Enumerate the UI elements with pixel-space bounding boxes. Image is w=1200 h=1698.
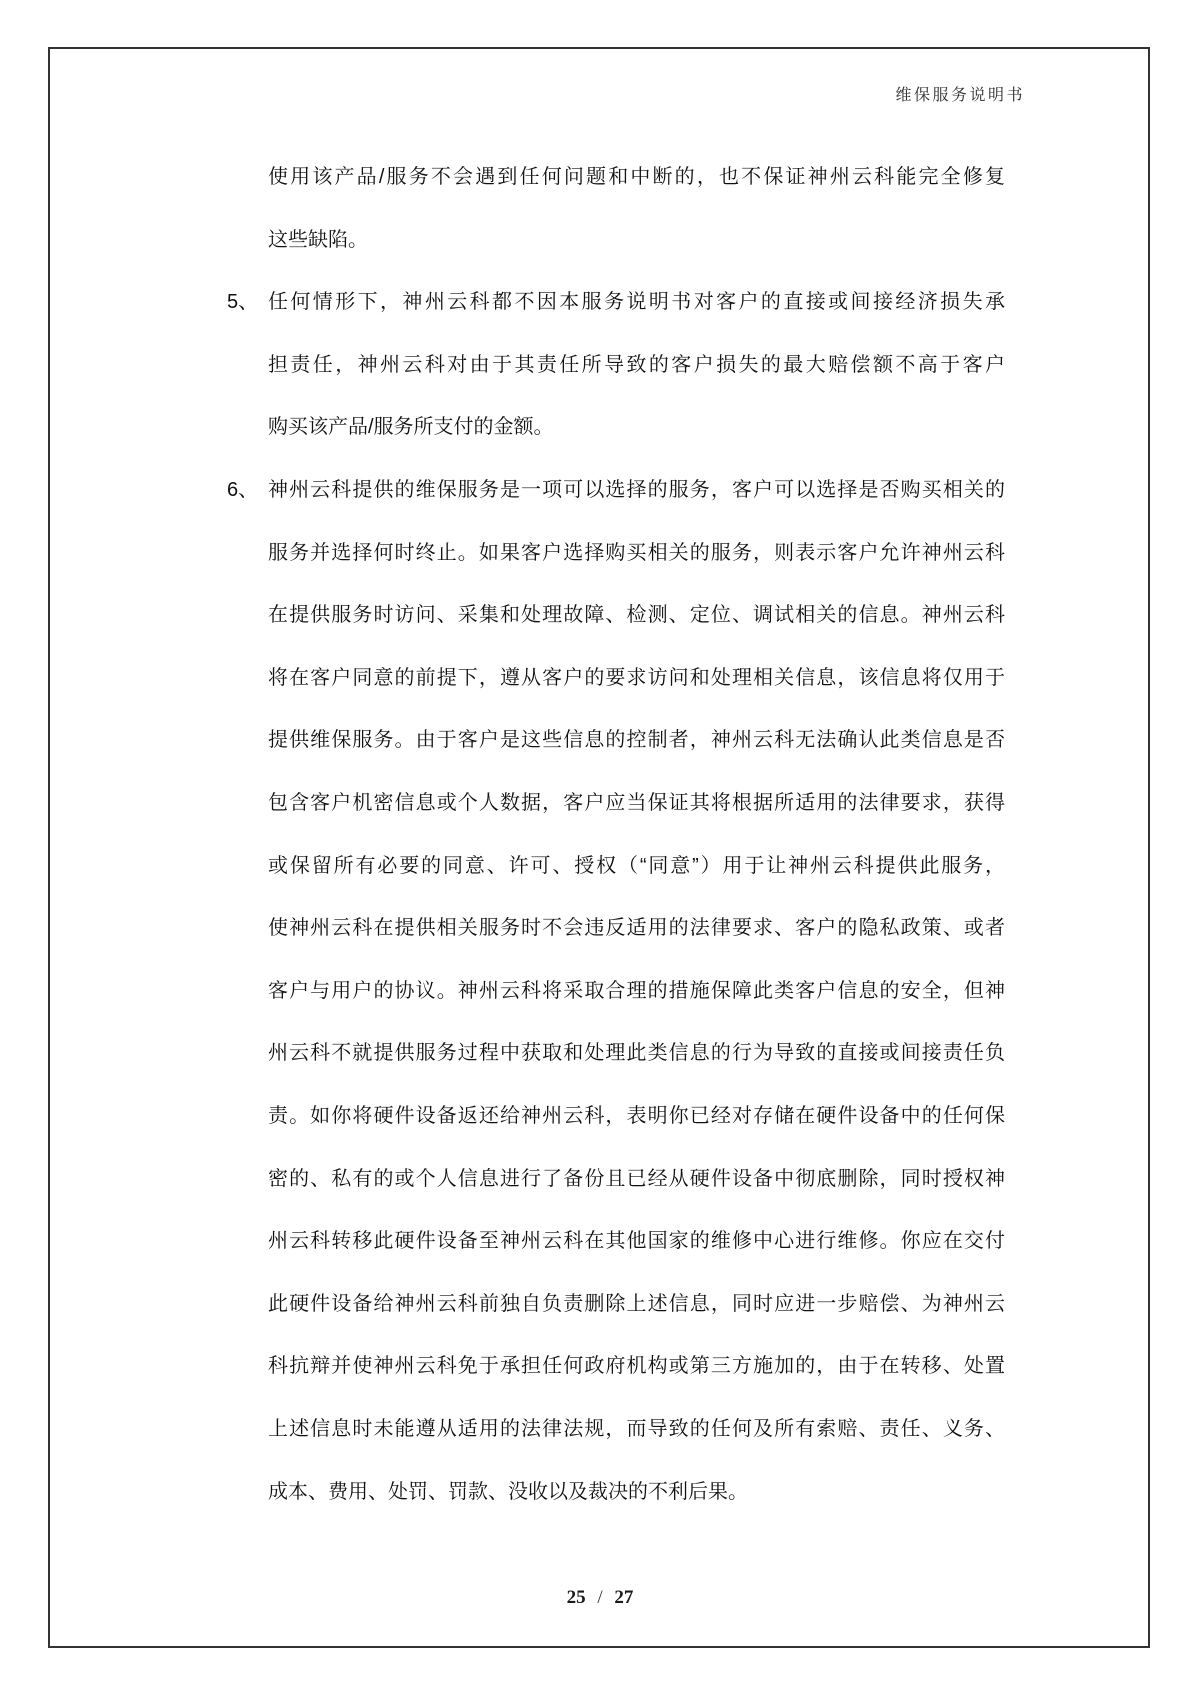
text-line: 科抗辩并使神州云科免于承担任何政府机构或第三方施加的，由于在转移、处置 xyxy=(268,1355,1005,1378)
text-line: 这些缺陷。 xyxy=(268,228,368,251)
text-line: 成本、费用、处罚、罚款、没收以及裁决的不利后果。 xyxy=(268,1480,748,1503)
list-item-number: 5、 xyxy=(227,291,259,314)
page-header xyxy=(895,82,1025,105)
text-line: 神州云科提供的维保服务是一项可以选择的服务，客户可以选择是否购买相关的 xyxy=(268,479,1005,501)
page-footer xyxy=(0,1582,1200,1614)
text-line: 使用该产品/服务不会遇到任何问题和中断的，也不保证神州云科能完全修复 xyxy=(268,166,1005,188)
text-line: 担责任，神州云科对由于其责任所导致的客户损失的最大赔偿额不高于客户 xyxy=(268,353,1005,376)
list-item-number: 6、 xyxy=(227,479,259,501)
text-line: 密的、私有的或个人信息进行了备份且已经从硬件设备中彻底删除，同时授权神 xyxy=(268,1167,1005,1190)
text-line: 购买该产品/服务所支付的金额。 xyxy=(268,416,554,439)
page-number-current: 25 xyxy=(566,1587,586,1608)
text-line: 任何情形下，神州云科都不因本服务说明书对客户的直接或间接经济损失承 xyxy=(268,291,1005,314)
text-line: 使神州云科在提供相关服务时不会违反适用的法律要求、客户的隐私政策、或者 xyxy=(268,917,1005,940)
page-number-separator: / xyxy=(597,1587,603,1608)
header-title: 维保服务说明书 xyxy=(895,87,1025,104)
page-number-total: 27 xyxy=(614,1587,634,1608)
text-line: 服务并选择何时终止。如果客户选择购买相关的服务，则表示客户允许神州云科 xyxy=(268,541,1005,564)
text-line: 州云科转移此硬件设备至神州云科在其他国家的维修中心进行维修。你应在交付 xyxy=(268,1230,1005,1253)
text-line: 州云科不就提供服务过程中获取和处理此类信息的行为导致的直接或间接责任负 xyxy=(268,1042,1005,1065)
text-line: 责。如你将硬件设备返还给神州云科，表明你已经对存储在硬件设备中的任何保 xyxy=(268,1105,1005,1127)
text-line: 客户与用户的协议。神州云科将采取合理的措施保障此类客户信息的安全，但神 xyxy=(268,979,1005,1002)
text-line: 此硬件设备给神州云科前独自负责删除上述信息，同时应进一步赔偿、为神州云 xyxy=(268,1292,1005,1315)
text-line: 或保留所有必要的同意、许可、授权（“同意”）用于让神州云科提供此服务， xyxy=(268,854,1005,877)
text-line: 上述信息时未能遵从适用的法律法规，而导致的任何及所有索赔、责任、义务、 xyxy=(268,1418,1005,1440)
text-line: 包含客户机密信息或个人数据，客户应当保证其将根据所适用的法律要求，获得 xyxy=(268,792,1005,814)
text-line: 将在客户同意的前提下，遵从客户的要求访问和处理相关信息，该信息将仅用于 xyxy=(268,666,1005,689)
text-line: 在提供服务时访问、采集和处理故障、检测、定位、调试相关的信息。神州云科 xyxy=(268,604,1005,627)
text-line: 提供维保服务。由于客户是这些信息的控制者，神州云科无法确认此类信息是否 xyxy=(268,729,1005,752)
